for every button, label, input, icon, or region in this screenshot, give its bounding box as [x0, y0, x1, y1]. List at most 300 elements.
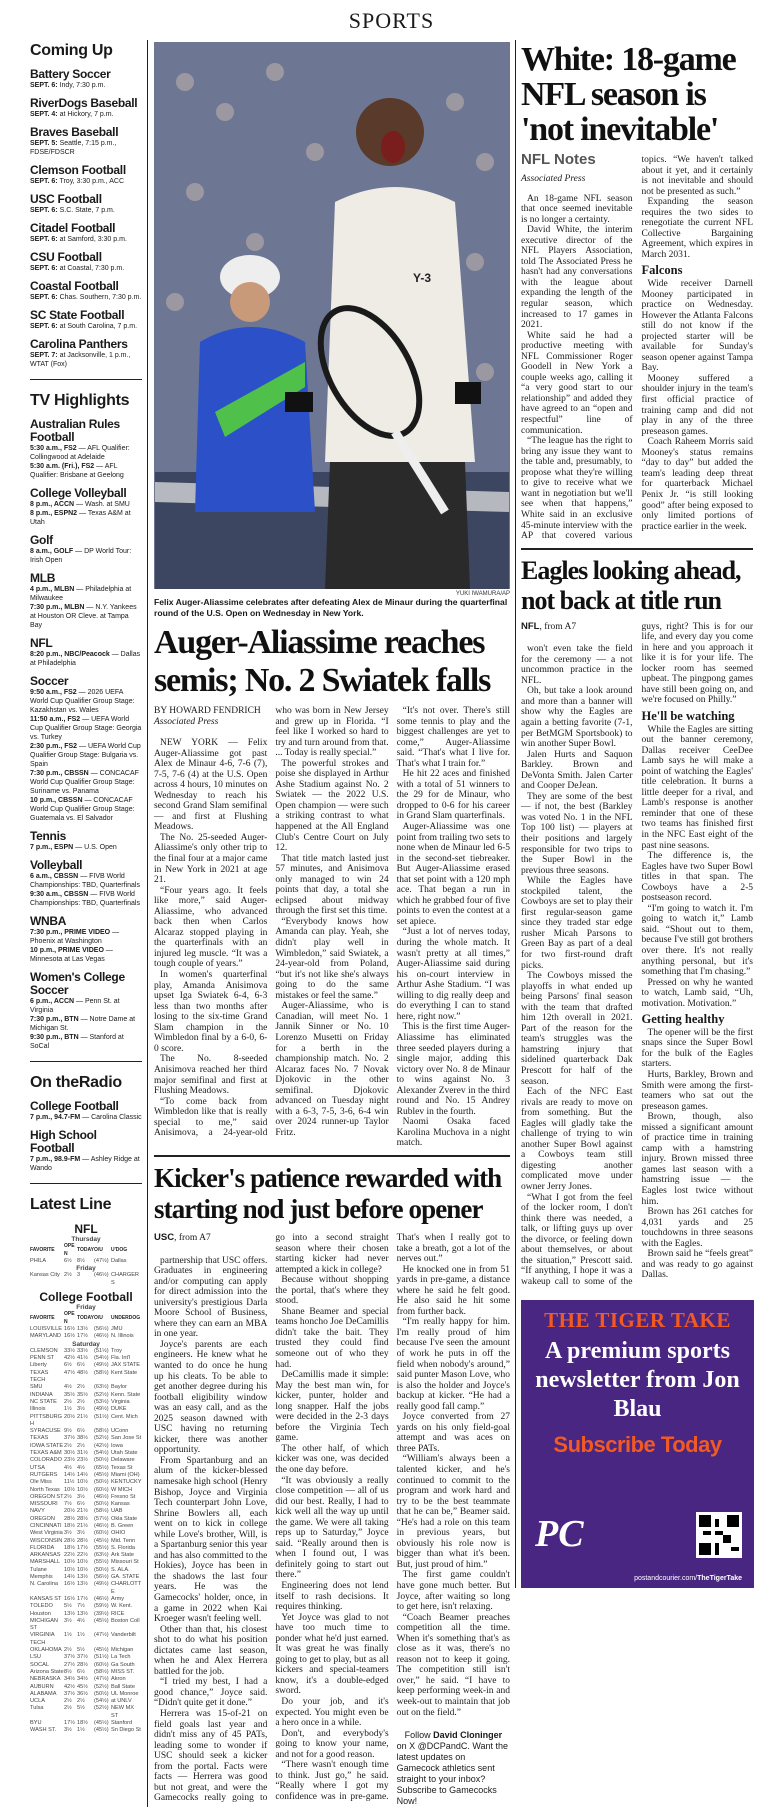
coming-up-item	[30, 280, 142, 302]
post-and-courier-logo: PC	[535, 1512, 584, 1555]
odds-cell: 6½	[77, 1362, 85, 1369]
odds-cell: 17½	[64, 1720, 75, 1726]
sport-name: WNBA	[30, 914, 67, 928]
odds-cell: Illinois	[30, 1406, 46, 1413]
odds-cell: NEW MX ST	[111, 1705, 134, 1719]
paragraph: He hit 22 aces and finished with a total of 51 winners to the 29 for de Minaur, who dropped to 0-6 for his career in Grand Slam quarterfinals.	[396, 769, 510, 822]
paragraph: The opener will be the first snaps since the Super Bowl for the bulk of the Eagles starters.	[641, 1027, 753, 1070]
paragraph: That title match lasted just 57 minutes, and Anisimova only managed to win 24 points that day, a total she eclipsed about midway through the first set this time.	[275, 853, 389, 917]
odds-cell: 2½	[64, 1442, 72, 1449]
odds-row	[30, 1392, 142, 1399]
date: SEPT. 6:	[30, 207, 58, 214]
paragraph: The No. 25-seeded Auger-Aliassime's only other trip to the final four at a major came in New York in 2021 at age 21.	[154, 832, 268, 886]
time-channel: 9:30 p.m., BTN	[30, 1034, 79, 1041]
odds-cell: NC STATE	[30, 1398, 57, 1405]
odds-cell: (52½)	[94, 1391, 109, 1398]
day-label: Friday	[76, 1265, 96, 1273]
tennis-photo	[154, 42, 510, 589]
article-body	[154, 1233, 510, 1807]
team-name: Citadel Football	[30, 221, 116, 235]
odds-cell: 7½	[77, 1603, 85, 1610]
odds-cell: Kansas City	[30, 1272, 60, 1279]
paragraph: The difference is, the Eagles have two Super Bowl titles in that span. The Cowboys have a 2-5 postseason record.	[641, 851, 753, 904]
odds-row	[30, 1559, 142, 1566]
odds-cell: (50½)	[94, 1457, 109, 1464]
paragraph: “The league has the right to bring any issue they want to the table and, presumably, to propose what they're willing to give to receive what we want in negotiation but we'll see when that happens,” White said in an exclusive 45-minute interview with the AP that covered various topics. “We haven't talked about it yet, and it certainly is not inevitable and should not be presented as such.”	[521, 155, 753, 542]
odds-cell: INDIANA	[30, 1391, 53, 1398]
odds-cell: BYU	[30, 1720, 42, 1726]
time-channel: 8 p.m., ACCN	[30, 501, 75, 508]
ad-url[interactable]	[634, 1575, 742, 1582]
program: Philadelphia at Milwaukee	[30, 586, 132, 602]
odds-cell: JMU	[111, 1325, 123, 1332]
odds-cell: Memphis	[30, 1574, 53, 1581]
odds-cell: TOLEDO	[30, 1603, 53, 1610]
column-header: O/U	[94, 1246, 103, 1253]
odds-cell: (52½)	[94, 1435, 109, 1442]
listing-group	[30, 418, 142, 480]
paragraph: While the Eagles are sitting out the banner ceremony, Dallas receiver CeeDee Lamb says he will make a point of watching the Eagles' title celebration. It burns a little deeper for a rival, and Lamb's response is another reminder that one of these two teams has finished first in the NFC East eight of the past nine seasons.	[641, 724, 753, 851]
odds-cell: 10½	[64, 1566, 75, 1573]
odds-row	[30, 1603, 142, 1610]
odds-cell: 47½	[64, 1369, 75, 1376]
odds-row	[30, 1647, 142, 1654]
radio-list	[30, 1100, 142, 1173]
program: Wash. at SMU	[84, 501, 130, 508]
sport-name: College Football	[30, 1099, 119, 1113]
odds-cell: (46½)	[94, 1522, 109, 1529]
odds-cell: 4½	[77, 1617, 85, 1624]
odds-cell: Kenn. State	[111, 1391, 141, 1398]
odds-cell: 31½	[77, 1450, 88, 1457]
listing: 8 p.m., ACCN — Wash. at SMU	[30, 501, 130, 508]
odds-cell: Dallas	[111, 1257, 127, 1264]
coming-up-item	[30, 126, 142, 157]
schedule-detail	[30, 81, 142, 90]
odds-cell: 3	[77, 1272, 81, 1279]
odds-cell: Ball State	[111, 1683, 135, 1690]
program: Notre Dame at Michigan St.	[30, 1016, 136, 1032]
column-header: FAVORITE	[30, 1315, 55, 1322]
listing: 7 p.m., 94.7-FM — Carolina Classic	[30, 1114, 142, 1121]
odds-row	[30, 1494, 142, 1501]
listing: 7:30 p.m., BTN — Notre Dame at Michigan St.	[30, 1016, 136, 1032]
odds-cell: at UNLV	[111, 1698, 132, 1705]
paragraph: The Cowboys missed the playoffs in what ended up being Parsons' final season with the team that drafted him 12th overall in 2021. Part of the reason for the team's struggles was the hamstring injury that sidelined quarterback Dak Prescott for half of the season.	[521, 971, 633, 1087]
follow-prefix: Follow	[404, 1730, 434, 1741]
time-channel: 8 p.m., ESPN2	[30, 510, 78, 517]
odds-cell: 41½	[77, 1355, 88, 1362]
coming-up-item	[30, 164, 142, 186]
odds-cell: TEXAS TECH	[30, 1369, 49, 1384]
photo-caption: Felix Auger-Aliassime celebrates after defeating Alex de Minaur during the quarterfinal round of the U.S. Open on Wednesday in New York.	[154, 597, 508, 618]
odds-cell: 2½	[77, 1398, 85, 1405]
odds-cell: (45½)	[94, 1537, 109, 1544]
odds-cell: (55½)	[94, 1559, 109, 1566]
odds-cell: 36½	[77, 1690, 88, 1697]
nfl-notes-label: NFL Notes	[521, 151, 596, 168]
paragraph: Brown has 261 catches for 4,031 yards and 25 touchdowns in three seasons with the Eagles.	[641, 1207, 753, 1249]
odds-cell: N. Carolina	[30, 1581, 58, 1588]
time-channel: 9:50 a.m., FS2	[30, 689, 77, 696]
odds-cell: Iowa	[111, 1442, 123, 1449]
nfl-odds-title: NFL	[74, 1222, 98, 1236]
follow-text: on X @DCPandC. Want the latest updates on Gamecock athletics sent straight to your inbox? Subscribe to Gamecocks Now!	[396, 1741, 509, 1807]
odds-cell: CLEMSON	[30, 1347, 58, 1354]
odds-cell: B. Green	[111, 1522, 134, 1529]
odds-cell: 2½	[64, 1398, 72, 1405]
listing-group	[30, 830, 142, 852]
odds-cell: 27½	[64, 1661, 75, 1668]
odds-cell: UTSA	[30, 1464, 45, 1471]
odds-cell: ALABAMA	[30, 1690, 57, 1697]
listing: 7 p.m., ESPN — U.S. Open	[30, 844, 117, 851]
odds-cell: 13½	[77, 1610, 88, 1617]
schedule-detail	[30, 139, 142, 157]
odds-cell: Missouri St	[111, 1559, 139, 1566]
odds-cell: 1½	[64, 1632, 72, 1639]
time-channel: 8:20 p.m., NBC/Peacock	[30, 651, 110, 658]
schedule-detail	[30, 110, 142, 119]
odds-row	[30, 1727, 142, 1734]
odds-row	[30, 1618, 142, 1633]
odds-row	[30, 1479, 142, 1486]
odds-cell: WISCONSIN	[30, 1537, 63, 1544]
paragraph: “There wasn't enough time to think. Just go,” he said. “Really where I got my confidence was in pre-game. That's when I really got to take a breath, got a lot of the nerves out.”	[275, 1232, 510, 1802]
odds-cell: UAB	[111, 1508, 123, 1515]
header-row	[30, 1311, 142, 1326]
odds-cell: (60½)	[94, 1530, 109, 1537]
odds-cell: Troy	[111, 1347, 122, 1354]
sport-name: Women's College Soccer	[30, 970, 125, 997]
cfb-odds-title: College Football	[39, 1290, 133, 1305]
paragraph: Mooney suffered a shoulder injury in the team's first official practice of training camp and did not play in any of the three preseason games.	[641, 373, 753, 437]
sport-name: Golf	[30, 533, 53, 547]
odds-cell: RICE	[111, 1610, 125, 1617]
paragraph: He knocked one in from 51 yards in pre-game, a distance where he said he felt good. He also said he hit some from further back.	[396, 1264, 510, 1317]
odds-cell: 4½	[64, 1384, 72, 1391]
odds-cell: (56½)	[94, 1574, 109, 1581]
odds-row	[30, 1465, 142, 1472]
paragraph: Herrera was 15-of-21 on field goals last year and didn't miss any of 45 PATs, leading some to wonder if USC should seek a kicker from the portal. Facts were facts — Herrera was good but not great, and were the Gamecocks really going to go into a second straight season where their chosen starting kicker had never attempted a kick in college?	[154, 1232, 389, 1804]
odds-cell: MARYLAND	[30, 1333, 61, 1340]
odds-row	[30, 1538, 142, 1545]
odds-cell: UCLA	[30, 1698, 45, 1705]
odds-cell: 20½	[64, 1413, 75, 1420]
paragraph: From Spartanburg and an alum of the kicker-blessed namesake high school (Henry Bishop, Joyce and Virginia Tech counterpart John Love, Shrine Bowlers all, each went on to kick in college while Love's brother, Will, is a Spartanburg senior this year and has also committed to the Hokies), Joyce has been in the shadows the last four years. He was the Gamecocks' holder, once, in a game in 2022 when Kai Kroeger wasn't feeling well.	[154, 1455, 268, 1625]
odds-cell: OHIO	[111, 1530, 126, 1537]
odds-cell: 16½	[64, 1333, 75, 1340]
kicker-headline: Kicker's patience rewarded with starting nod just before opener	[154, 1162, 502, 1224]
odds-cell: 33½	[64, 1347, 75, 1354]
jump-from: , from A7	[174, 1232, 211, 1243]
team-name: USC Football	[30, 192, 102, 206]
listing-group	[30, 915, 142, 964]
time-channel: 7:30 p.m., BTN	[30, 1016, 79, 1023]
odds-cell: 42½	[64, 1683, 75, 1690]
program: Dallas at Philadelphia	[30, 651, 141, 667]
paragraph: “What I got from the feel of the locker room, I don't think there was needed, a talk, or lifting guys up over the divorce, or feeling down about themselves, or about the situation,” Prescott said. “If anything, I hope it was a wakeup call to some of the guys, right? This is for our life, and every day you come in here and you approach it like it is for your life. The locker room has seemed upbeat. The pingpong games have still been going on, and we're focused on Philly.”	[521, 621, 753, 1287]
time-channel: 10 p.m., PRIME VIDEO	[30, 947, 104, 954]
odds-cell: (45½)	[94, 1727, 109, 1734]
odds-cell: (50½)	[94, 1479, 109, 1486]
nfl-notes-headline: White: 18-game NFL season is 'not inevitable'	[521, 41, 736, 148]
odds-cell: UConn	[111, 1428, 129, 1435]
sport-name: Volleyball	[30, 858, 83, 872]
odds-cell: SMU	[30, 1384, 43, 1391]
paragraph: Don't, and everybody's going to know your name, and not for a good reason.	[275, 1728, 389, 1760]
odds-cell: (65½)	[94, 1464, 109, 1471]
odds-cell: 42½	[64, 1355, 75, 1362]
odds-cell: (63½)	[94, 1552, 109, 1559]
paragraph: “Four years ago. It feels like more,” said Auger-Aliassime, who advanced back then when Carlos Alcaraz stopped playing in the quarterfinals with an injured leg muscle. “It was a tough couple of years.”	[154, 885, 268, 970]
program: Penn St. at Virginia	[30, 998, 120, 1014]
paragraph: Each of the NFC East rivals are ready to move on from something. But the Eagles will gladly take the challenge of trying to win another Super Bowl against a Cowboys team still digesting another complicated move under owner Jerry Jones.	[521, 1087, 633, 1193]
odds-cell: (54½)	[94, 1355, 109, 1362]
team-name: Braves Baseball	[30, 125, 119, 139]
qr-code-icon[interactable]	[696, 1512, 742, 1558]
coming-up-item	[30, 338, 142, 369]
odds-cell: 28½	[64, 1515, 75, 1522]
listing: 9:30 p.m., BTN — Stanford at SoCal	[30, 1034, 124, 1050]
subhead: He'll be watching	[641, 708, 735, 723]
listing-group	[30, 637, 142, 668]
paragraph: “It's not over. There's still some tennis to play and the biggest challenges are yet to come,” Auger-Aliassime said. “That's what I live for. That's what I train for.”	[396, 706, 510, 769]
odds-cell: 2½	[64, 1705, 72, 1712]
program: N.Y. Yankees at Houston OR Cleve. at Tampa Bay	[30, 604, 137, 629]
sport-name: College Volleyball	[30, 486, 127, 500]
coming-up-item	[30, 68, 142, 90]
jump-label: NFL	[521, 620, 540, 632]
odds-cell: 2½	[64, 1647, 72, 1654]
listing-group	[30, 487, 142, 527]
middle-column	[147, 40, 515, 1807]
odds-cell: JAX STATE	[111, 1362, 141, 1369]
day-label: Thursday	[71, 1236, 101, 1243]
odds-cell: 21½	[77, 1508, 88, 1515]
odds-cell: Kansas	[111, 1501, 130, 1508]
divider	[30, 1061, 142, 1062]
paragraph: Yet Joyce was glad to not have too much time to ponder what he'd just earned. It was great he was finally going to get to play, but as all kickers and special-teamers know, it's a double-edged sword.	[275, 1612, 389, 1697]
odds-cell: (51½)	[94, 1347, 109, 1354]
divider	[521, 548, 753, 550]
listing: 8 a.m., GOLF — DP World Tour: Irish Open	[30, 548, 132, 564]
url-path: TheTigerTake	[697, 1574, 742, 1582]
tiger-take-ad[interactable]	[521, 1300, 754, 1588]
date: SEPT. 7:	[30, 352, 58, 359]
odds-row	[30, 1596, 142, 1603]
listing-group	[30, 534, 142, 565]
odds-cell: N. Illinois	[111, 1333, 134, 1340]
odds-cell: Baylor	[111, 1384, 127, 1391]
odds-cell: 7½	[64, 1501, 72, 1508]
time-channel: 7 p.m., 94.7-FM	[30, 1114, 81, 1121]
odds-cell: Army	[111, 1595, 125, 1602]
odds-row	[30, 1487, 142, 1494]
odds-cell: 2½	[77, 1442, 85, 1449]
odds-cell: 21½	[77, 1522, 88, 1529]
time-channel: 5:30 a.m. (Fri.), FS2	[30, 463, 95, 470]
odds-cell: 1½	[77, 1632, 85, 1639]
odds-cell: (56½)	[94, 1325, 109, 1332]
odds-cell: PHILA	[30, 1257, 47, 1264]
odds-cell: VIRGINIA TECH	[30, 1632, 55, 1646]
divider	[30, 379, 142, 380]
odds-cell: 28½	[77, 1661, 88, 1668]
odds-cell: Arizona State	[30, 1668, 64, 1675]
odds-cell: (46½)	[94, 1595, 109, 1602]
odds-cell: 13½	[64, 1610, 75, 1617]
time-channel: 2:30 p.m., FS2	[30, 743, 78, 750]
paragraph: won't even take the field for the ceremony — a not uncommon practice in the NFL.	[521, 644, 633, 686]
schedule-detail	[30, 351, 142, 369]
odds-cell: 3½	[64, 1530, 72, 1537]
odds-cell: 4½	[64, 1464, 72, 1471]
subscribe-button[interactable]: Subscribe Today	[553, 1431, 722, 1457]
coming-up-item	[30, 97, 142, 119]
odds-row	[30, 1384, 142, 1391]
odds-cell: PITTSBURGH	[30, 1413, 63, 1427]
odds-cell: 5½	[77, 1647, 85, 1654]
odds-cell: Delaware	[111, 1457, 135, 1464]
day-row	[30, 1265, 142, 1272]
odds-cell: MISSOURI	[30, 1501, 58, 1508]
odds-cell: TEXAS A&M	[30, 1450, 62, 1457]
odds-row	[30, 1698, 142, 1705]
article-body	[521, 151, 753, 542]
page-columns	[30, 40, 753, 1807]
odds-cell: (57½)	[94, 1515, 109, 1522]
odds-cell: S. ALA.	[111, 1566, 130, 1573]
listing: 10 p.m., PRIME VIDEO — Minnesota at Las Vegas	[30, 947, 113, 963]
odds-cell: 3½	[64, 1617, 72, 1624]
time-channel: 7 p.m., 98.9-FM	[30, 1156, 81, 1163]
sport-name: High School Football	[30, 1128, 97, 1155]
odds-row	[30, 1662, 142, 1669]
time-channel: 7:30 p.m., MLBN	[30, 604, 85, 611]
team-name: Battery Soccer	[30, 67, 111, 81]
nfl-odds-table	[30, 1236, 142, 1287]
paragraph: While the Eagles have stockpiled talent, the Cowboys are set to play their first regular-season game since they traded star edge rusher Micah Parsons to Green Bay as part of a deal for two first-round draft picks.	[521, 876, 633, 971]
odds-cell: 38½	[77, 1435, 88, 1442]
team-name: RiverDogs Baseball	[30, 96, 138, 110]
team-name: SC State Football	[30, 308, 125, 322]
odds-cell: (45½)	[94, 1720, 109, 1726]
author-name: David Cloninger	[433, 1730, 503, 1741]
odds-row	[30, 1355, 142, 1362]
odds-cell: 28½	[77, 1537, 88, 1544]
odds-cell: Utah State	[111, 1450, 138, 1457]
odds-cell: 37½	[64, 1654, 75, 1661]
odds-cell: (45½)	[94, 1471, 109, 1478]
odds-cell: 8½	[77, 1257, 85, 1264]
listing-group	[30, 572, 142, 630]
odds-cell: (52½)	[94, 1705, 109, 1712]
odds-cell: MISS ST.	[111, 1668, 135, 1675]
detail: S.C. State, 7 p.m.	[59, 207, 115, 214]
date: SEPT. 5:	[30, 140, 58, 147]
odds-cell: (45½)	[94, 1647, 109, 1654]
odds-cell: OKLAHOMA	[30, 1647, 62, 1654]
time-channel: 8 a.m., GOLF	[30, 548, 74, 555]
listing: 7:30 p.m., PRIME VIDEO — Phoenix at Washington	[30, 929, 120, 945]
sport-name: Tennis	[30, 829, 66, 843]
listing: 5:30 a.m. (Fri.), FS2 — AFL Qualifier: Brisbane at Geelong	[30, 463, 124, 479]
program: UEFA World Cup Qualifier Group Stage: Georgia vs. Turkey	[30, 716, 142, 741]
eagles-article	[521, 622, 753, 1288]
odds-cell: COLORADO	[30, 1457, 63, 1464]
odds-cell: 35½	[64, 1391, 75, 1398]
time-channel: 5:30 a.m., FS2	[30, 445, 77, 452]
odds-cell: FLORIDA	[30, 1544, 55, 1551]
photo-credit: YUKI IWAMURA/AP	[455, 591, 510, 597]
byline: BY HOWARD FENDRICH	[154, 706, 261, 716]
odds-cell: Virginia	[111, 1398, 130, 1405]
odds-cell: (47½)	[94, 1676, 109, 1683]
odds-cell: 13½	[77, 1574, 88, 1581]
odds-cell: W. Kent.	[111, 1603, 133, 1610]
odds-cell: W MICH	[111, 1486, 133, 1493]
odds-row	[30, 1530, 142, 1537]
odds-cell: 16½	[64, 1325, 75, 1332]
odds-row	[30, 1654, 142, 1661]
schedule-detail	[30, 235, 142, 244]
odds-cell: AUBURN	[30, 1683, 54, 1690]
date: SEPT. 4:	[30, 111, 58, 118]
odds-cell: 2½	[77, 1698, 85, 1705]
odds-cell: La Tech	[111, 1654, 131, 1661]
qr-pattern	[699, 1515, 739, 1555]
odds-row	[30, 1720, 142, 1727]
team-name: Coastal Football	[30, 279, 119, 293]
odds-cell: 3½	[77, 1530, 85, 1537]
odds-cell: MICHIGAN ST	[30, 1617, 58, 1632]
listing: 9:50 a.m., FS2 — 2026 UEFA World Cup Qualifier Group Stage: Kazakhstan vs. Wales	[30, 689, 135, 714]
paragraph: Other than that, his closest shot to do what his position dictates came last season, when he and Alex Herrera battled for the job.	[154, 1624, 268, 1677]
detail: at Hickory, 7 p.m.	[59, 111, 114, 118]
odds-cell: 14½	[64, 1574, 75, 1581]
odds-cell: Boston Coll	[111, 1617, 140, 1624]
odds-cell: San Jose St	[111, 1435, 142, 1442]
odds-cell: OREGON	[30, 1515, 55, 1522]
latest-line-title: Latest Line	[30, 1196, 112, 1213]
article-body	[521, 622, 753, 1288]
odds-cell: 34½	[64, 1676, 75, 1683]
agency: Associated Press	[521, 173, 586, 184]
odds-cell: 2½	[77, 1384, 85, 1391]
odds-cell: (58½)	[94, 1668, 109, 1675]
paragraph: Pressed on why he wanted to watch, Lamb said, “Uh, motivation. Motivation.”	[641, 977, 753, 1009]
detail: Indy, 7:30 p.m.	[59, 82, 106, 89]
paragraph: Shane Beamer and special teams honcho Joe DeCamillis didn't take the bait. They trusted they could find someone out of who they had.	[275, 1306, 389, 1370]
paragraph: Because without shopping the portal, that's where they stood.	[275, 1275, 389, 1307]
day-row	[30, 1236, 142, 1243]
time-channel: 7 p.m., ESPN	[30, 844, 74, 851]
listing: 10 p.m., CBSSN — CONCACAF World Cup Qualifier Group Stage: Guatemala vs. El Salvador	[30, 797, 135, 822]
odds-cell: 3½	[77, 1493, 85, 1500]
time-channel: 6 a.m., CBSSN	[30, 873, 79, 880]
odds-cell: SYRACUSE	[30, 1428, 61, 1435]
paragraph: The other half, of which kicker was one, was decided the one day before.	[275, 1443, 389, 1475]
listing: 8 p.m., ESPN2 — Texas A&M at Utah	[30, 510, 131, 526]
odds-cell: Ark State	[111, 1552, 135, 1559]
odds-cell: (39½)	[94, 1610, 109, 1617]
odds-cell: SOCAL	[30, 1661, 49, 1668]
odds-cell: 2½	[64, 1272, 72, 1279]
odds-row	[30, 1523, 142, 1530]
odds-cell: 22½	[77, 1552, 88, 1559]
program: Stanford at SoCal	[30, 1034, 124, 1050]
